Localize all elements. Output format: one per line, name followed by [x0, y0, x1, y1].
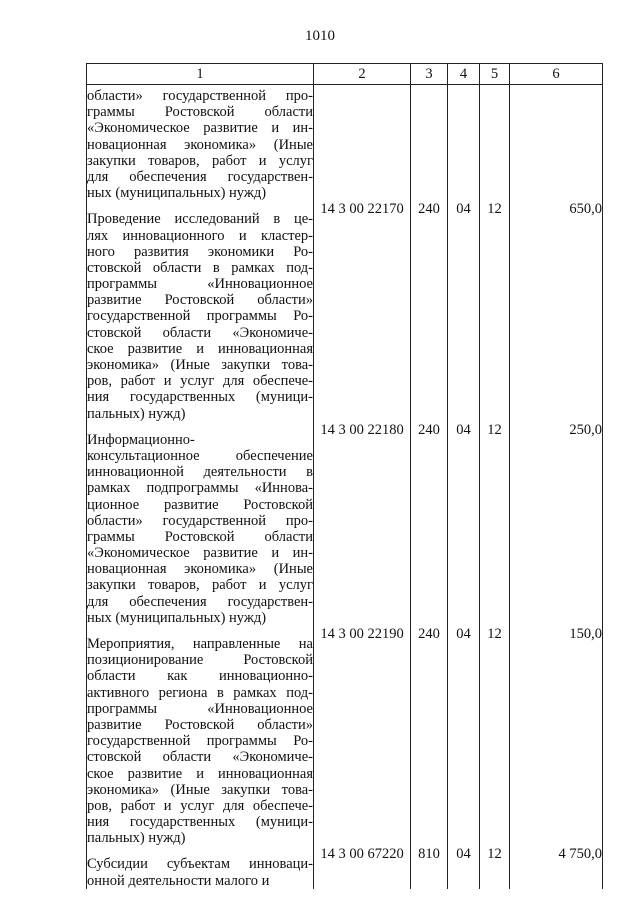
description-line: ных (муниципальных) нужд)	[87, 185, 267, 202]
amount-cell	[510, 85, 603, 202]
description-line: экономика» (Иные закупки това-	[87, 357, 313, 373]
description-line: «Экономическое развитие и ин-	[87, 545, 313, 562]
budget-code-cell: 14 3 00 22190	[314, 626, 411, 846]
budget-code-cell: 14 3 00 22170	[314, 201, 411, 421]
budget-code-cell: 14 3 00 22180	[314, 422, 411, 626]
description-line: граммы Ростовской области	[87, 104, 313, 121]
subsection-cell	[480, 85, 510, 202]
row-description	[87, 846, 314, 888]
description-line: лях инновационного и кластер-	[87, 227, 313, 244]
description-line: инновационной деятельности в	[87, 464, 313, 481]
table-body	[87, 85, 603, 889]
subsection-cell: 12	[480, 626, 510, 846]
description-line: ров, работ и услуг для обеспече-	[87, 373, 313, 390]
description-line: программы «Инновационное	[87, 700, 313, 717]
column-header-6: 6	[510, 64, 603, 85]
description-line: Мероприятия, направленные на	[87, 636, 313, 652]
description-line: консультационное обеспечение	[87, 447, 313, 464]
table-row	[87, 626, 603, 846]
row-description	[87, 201, 314, 421]
section-cell: 04	[448, 626, 480, 846]
description-line: граммы Ростовской области	[87, 528, 313, 545]
row-description	[87, 422, 314, 626]
column-header-3: 3	[411, 64, 448, 85]
description-line: ного развития экономики Ро-	[87, 243, 313, 260]
expense-type-cell: 240	[411, 201, 448, 421]
section-cell: 04	[448, 846, 480, 888]
description-line: «Экономическое развитие и ин-	[87, 120, 313, 137]
amount-cell: 150,0	[510, 626, 603, 846]
budget-code-cell	[314, 85, 411, 202]
table-row	[87, 201, 603, 421]
description-line: позиционирование Ростовской	[87, 652, 313, 669]
description-line: закупки товаров, работ и услуг	[87, 577, 313, 594]
subsection-cell: 12	[480, 201, 510, 421]
subsection-cell: 12	[480, 846, 510, 888]
table-row	[87, 85, 603, 202]
description-line: развитие Ростовской области»	[87, 716, 313, 733]
description-line: стовской области «Экономиче-	[87, 324, 313, 341]
description-line: области» государственной про-	[87, 512, 313, 529]
row-description	[87, 85, 314, 202]
description-line: развитие Ростовской области»	[87, 292, 313, 309]
amount-cell: 650,0	[510, 201, 603, 421]
description-line: стовской области «Экономиче-	[87, 749, 313, 766]
description-line: ров, работ и услуг для обеспече-	[87, 797, 313, 814]
row-description	[87, 626, 314, 846]
description-line: пальных) нужд)	[87, 830, 186, 847]
description-line: Проведение исследований в це-	[87, 211, 313, 228]
budget-table	[86, 63, 603, 889]
expense-type-cell: 240	[411, 422, 448, 626]
column-header-2: 2	[314, 64, 411, 85]
description-line: стовской области в рамках под-	[87, 259, 313, 276]
column-header-5: 5	[480, 64, 510, 85]
description-line: пальных) нужд)	[87, 405, 186, 422]
amount-cell: 250,0	[510, 422, 603, 626]
description-line: ское развитие и инновационная	[87, 765, 313, 782]
subsection-cell: 12	[480, 422, 510, 626]
description-line: рамках подпрограммы «Иннова-	[87, 480, 313, 497]
amount-cell: 4 750,0	[510, 846, 603, 888]
expense-type-cell: 240	[411, 626, 448, 846]
description-line: программы «Инновационное	[87, 276, 313, 293]
description-line: закупки товаров, работ и услуг	[87, 152, 313, 169]
description-line: ское развитие и инновационная	[87, 340, 313, 357]
description-line: ния государственных (муници-	[87, 389, 313, 406]
description-line: активного региона в рамках под-	[87, 684, 313, 701]
section-cell: 04	[448, 201, 480, 421]
description-line: ционное развитие Ростовской	[87, 496, 313, 513]
description-line: новационная экономика» (Иные	[87, 561, 313, 578]
description-line: экономика» (Иные закупки това-	[87, 781, 313, 798]
section-cell: 04	[448, 422, 480, 626]
description-line: области как инновационно-	[87, 668, 313, 685]
column-header-1: 1	[87, 64, 314, 85]
description-line: Субсидии субъектам инноваци-	[87, 856, 313, 873]
column-header-4: 4	[448, 64, 480, 85]
budget-code-cell: 14 3 00 67220	[314, 846, 411, 888]
expense-type-cell	[411, 85, 448, 202]
description-line: ния государственных (муници-	[87, 814, 313, 831]
description-line: онной деятельности малого и	[87, 872, 270, 889]
expense-type-cell: 810	[411, 846, 448, 888]
description-line: новационная экономика» (Иные	[87, 136, 313, 153]
description-line: Информационно-	[87, 431, 195, 448]
description-line: ных (муниципальных) нужд)	[87, 609, 267, 626]
description-line: для обеспечения государствен-	[87, 593, 313, 610]
description-line: для обеспечения государствен-	[87, 168, 313, 185]
description-line: государственной программы Ро-	[87, 308, 313, 325]
table-header	[87, 64, 603, 85]
section-cell	[448, 85, 480, 202]
description-line: государственной программы Ро-	[87, 733, 313, 750]
description-line: области» государственной про-	[87, 88, 313, 104]
page-number: 1010	[305, 28, 335, 44]
table-row	[87, 846, 603, 888]
table-row	[87, 422, 603, 626]
